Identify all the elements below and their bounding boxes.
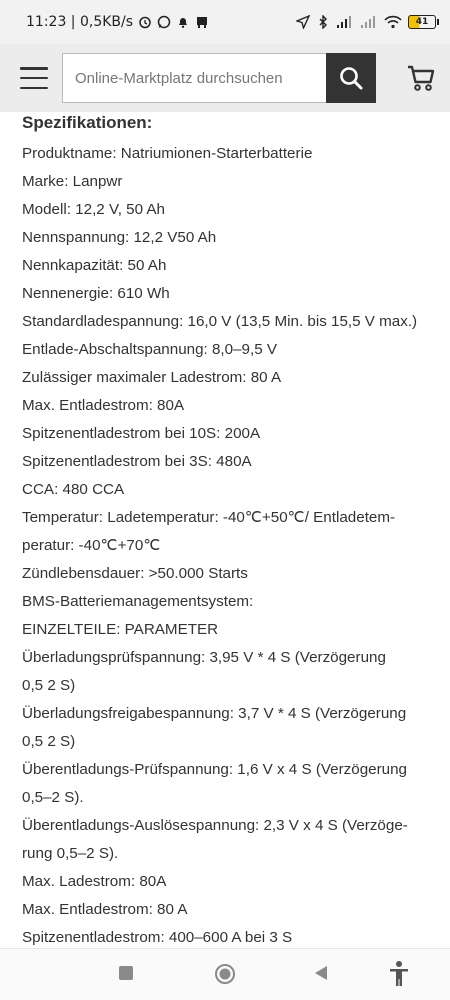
status-time-speed: 11:23 | 0,5KB/s	[26, 14, 134, 30]
menu-icon[interactable]	[20, 67, 48, 89]
spec-line: Überladungsfreigabespannung: 3,7 V * 4 S (Verzögerung	[22, 705, 407, 722]
search-input[interactable]	[62, 53, 326, 103]
spec-line: Standardladespannung: 16,0 V (13,5 Min. bis 15,5 V max.)	[22, 313, 418, 330]
navigation-bar	[0, 948, 450, 1000]
spec-line: Temperatur: Ladetemperatur: -40℃+50℃/ Entladetem-	[22, 509, 396, 526]
spec-line: Überentladungs-Prüfspannung: 1,6 V x 4 S (Verzögerung	[22, 761, 407, 778]
accessibility-icon	[388, 960, 410, 988]
spec-line: Spitzenentladestrom: 400–600 A bei 3 S	[22, 929, 293, 946]
square-icon	[119, 966, 133, 980]
menu-bar	[20, 77, 48, 80]
battery-icon	[408, 15, 436, 29]
spec-line: Nennenergie: 610 Wh	[22, 285, 170, 302]
recent-apps-button[interactable]	[116, 963, 136, 983]
spec-line: CCA: 480 CCA	[22, 481, 125, 498]
menu-bar	[20, 67, 48, 70]
home-button[interactable]	[212, 961, 238, 987]
spec-heading: Spezifikationen:	[22, 113, 153, 132]
app-icon	[195, 15, 209, 29]
spec-line: Modell: 12,2 V, 50 Ah	[22, 201, 165, 218]
spec-line: EINZELTEILE: PARAMETER	[22, 621, 219, 638]
search-icon	[338, 65, 364, 91]
status-left	[26, 14, 209, 30]
spec-line: Entlade-Abschaltspannung: 8,0–9,5 V	[22, 341, 277, 358]
spec-line: Spitzenentladestrom bei 10S: 200A	[22, 425, 261, 442]
spec-line: Marke: Lanpwr	[22, 173, 123, 190]
status-right	[296, 15, 436, 29]
spec-line: 0,5 2 S)	[22, 733, 76, 750]
bell-icon	[176, 15, 190, 29]
spec-line: Produktname: Natriumionen-Starterbatterie	[22, 145, 313, 162]
spec-line: 0,5 2 S)	[22, 677, 76, 694]
status-bar	[0, 0, 450, 44]
product-description	[22, 112, 434, 948]
spec-line: Max. Entladestrom: 80A	[22, 397, 185, 414]
accessibility-button[interactable]	[386, 959, 412, 989]
spec-line: Nennkapazität: 50 Ah	[22, 257, 167, 274]
circle-icon	[214, 963, 236, 985]
spec-line: rung 0,5–2 S).	[22, 845, 119, 862]
spec-line: peratur: -40℃+70℃	[22, 537, 161, 554]
signal-icon	[336, 15, 354, 29]
spec-line: Nennspannung: 12,2 V50 Ah	[22, 229, 217, 246]
back-triangle-icon	[313, 965, 329, 981]
spec-line: Zündlebensdauer: >50.000 Starts	[22, 565, 248, 582]
wifi-icon	[384, 15, 402, 29]
back-button[interactable]	[311, 963, 331, 983]
spec-line: Zulässiger maximaler Ladestrom: 80 A	[22, 369, 282, 386]
spec-line: Spitzenentladestrom bei 3S: 480A	[22, 453, 252, 470]
alarm-icon	[138, 15, 152, 29]
battery-level: 41	[415, 17, 429, 27]
spec-line: Überladungsprüfspannung: 3,95 V * 4 S (Verzögerung	[22, 649, 386, 666]
app-header	[0, 44, 450, 112]
spec-line: Max. Ladestrom: 80A	[22, 873, 167, 890]
spec-line: Max. Entladestrom: 80 A	[22, 901, 188, 918]
location-icon	[296, 15, 310, 29]
bluetooth-icon	[316, 15, 330, 29]
whatsapp-icon	[157, 15, 171, 29]
search-bar	[62, 53, 376, 103]
search-button[interactable]	[326, 53, 376, 103]
spec-list	[22, 140, 434, 948]
menu-bar	[20, 87, 48, 90]
spec-line: BMS-Batteriemanagementsystem:	[22, 593, 254, 610]
spec-line: Überentladungs-Auslösespannung: 2,3 V x 4 S (Verzöge-	[22, 817, 408, 834]
signal-icon	[360, 15, 378, 29]
spec-line: 0,5–2 S).	[22, 789, 84, 806]
cart-icon[interactable]	[406, 63, 436, 93]
